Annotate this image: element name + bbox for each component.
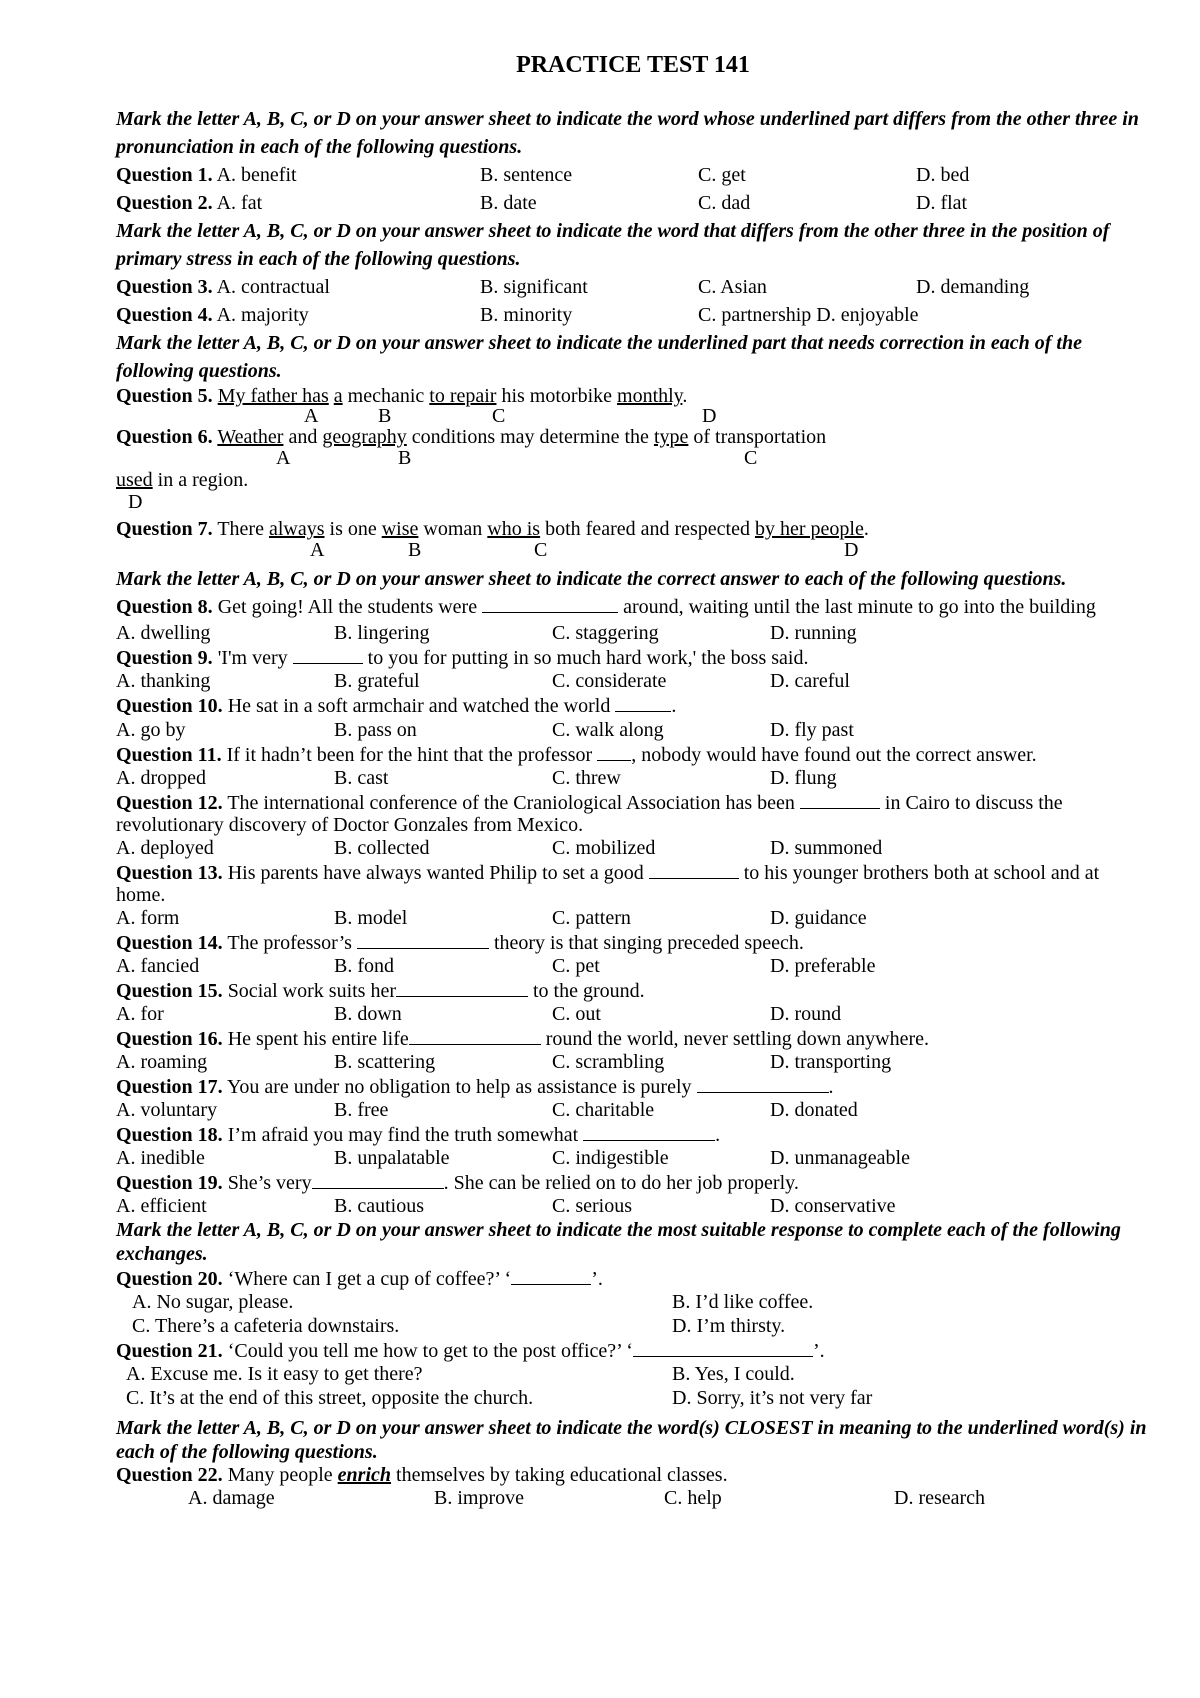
question-11-options: A. dropped B. cast C. threw D. flung <box>116 767 837 789</box>
question-5: Question 5. My father has a mechanic to repair his motorbike monthly. <box>116 385 688 407</box>
question-1: Question 1. A. benefit B. sentence C. get D. bed <box>116 164 970 186</box>
instruction-error: Mark the letter A, B, C, or D on your answer sheet to indicate the underlined part that needs correction in each of the following questions. <box>116 332 1082 382</box>
question-2: Question 2. A. fat B. date C. dad D. flat <box>116 192 968 214</box>
test-page <box>116 52 1150 1510</box>
instruction-correct-answer: Mark the letter A, B, C, or D on your answer sheet to indicate the correct answer to each of the following questions. <box>116 568 1067 590</box>
question-19: Question 19. She’s very . She can be relied on to do her job properly. <box>116 1172 799 1194</box>
question-7: Question 7. There always is one wise woman who is both feared and respected by her people. <box>116 518 869 540</box>
question-14-options: A. fancied B. fond C. pet D. preferable <box>116 955 876 977</box>
question-13-options: A. form B. model C. pattern D. guidance <box>116 907 867 929</box>
question-7-letters: A B C D <box>310 539 859 561</box>
question-19-options: A. efficient B. cautious C. serious D. conservative <box>116 1195 896 1217</box>
question-22: Question 22. Many people enrich themselves by taking educational classes. <box>116 1464 728 1486</box>
question-16: Question 16. He spent his entire life round the world, never settling down anywhere. <box>116 1028 929 1050</box>
question-12: Question 12. The international conference of the Craniological Association has been in Cairo to discuss the revolutionary discovery of Doctor Gonzales from Mexico. <box>116 792 1063 836</box>
question-21: Question 21. ‘Could you tell me how to get to the post office?’ ‘ ’. <box>116 1340 825 1362</box>
question-17: Question 17. You are under no obligation to help as assistance is purely . <box>116 1076 834 1098</box>
question-17-options: A. voluntary B. free C. charitable D. donated <box>116 1099 858 1121</box>
question-21-options-2: C. It’s at the end of this street, opposite the church. D. Sorry, it’s not very far <box>126 1387 873 1409</box>
question-8-options: A. dwelling B. lingering C. staggering D. running <box>116 622 857 644</box>
question-20: Question 20. ‘Where can I get a cup of coffee?’ ‘ ’. <box>116 1268 603 1290</box>
question-20-options-2: C. There’s a cafeteria downstairs. D. I’m thirsty. <box>132 1315 786 1337</box>
question-5-letters: A B C D <box>304 405 717 427</box>
question-20-options-1: A. No sugar, please. B. I’d like coffee. <box>132 1291 814 1313</box>
instruction-closest-meaning: Mark the letter A, B, C, or D on your answer sheet to indicate the word(s) CLOSEST in meaning to the underlined word(s) in each of the following questions. <box>116 1417 1147 1463</box>
page-title: PRACTICE TEST 141 <box>516 52 750 78</box>
instruction-stress: Mark the letter A, B, C, or D on your answer sheet to indicate the word that differs from the other three in the position of primary stress in each of the following questions. <box>116 220 1110 270</box>
question-8: Question 8. Get going! All the students were around, waiting until the last minute to go into the building <box>116 596 1096 618</box>
question-15-options: A. for B. down C. out D. round <box>116 1003 842 1025</box>
instruction-pronunciation: Mark the letter A, B, C, or D on your answer sheet to indicate the word whose underlined part differs from the other three in pronunciation in each of the following questions. <box>116 108 1139 158</box>
question-12-options: A. deployed B. collected C. mobilized D. summoned <box>116 837 883 859</box>
question-18: Question 18. I’m afraid you may find the truth somewhat . <box>116 1124 721 1146</box>
question-10-options: A. go by B. pass on C. walk along D. fly past <box>116 719 854 741</box>
question-21-options-1: A. Excuse me. Is it easy to get there? B. Yes, I could. <box>126 1363 795 1385</box>
question-3: Question 3. A. contractual B. significant C. Asian D. demanding <box>116 276 1030 298</box>
question-6-cont: used in a region. <box>116 469 249 491</box>
question-18-options: A. inedible B. unpalatable C. indigestible D. unmanageable <box>116 1147 910 1169</box>
question-16-options: A. roaming B. scattering C. scrambling D. transporting <box>116 1051 892 1073</box>
question-9-options: A. thanking B. grateful C. considerate D. careful <box>116 670 850 692</box>
question-4: Question 4. A. majority B. minority C. partnership D. enjoyable <box>116 304 919 326</box>
question-6-letters: A B C <box>276 447 758 469</box>
question-22-options: A. damage B. improve C. help D. research <box>188 1487 986 1509</box>
question-15: Question 15. Social work suits her to the ground. <box>116 980 645 1002</box>
question-6-letter-d: D <box>128 491 143 513</box>
question-6: Question 6. Weather and geography conditions may determine the type of transportation <box>116 426 827 448</box>
question-14: Question 14. The professor’s theory is that singing preceded speech. <box>116 932 804 954</box>
question-11: Question 11. If it hadn’t been for the hint that the professor , nobody would have found out the correct answer. <box>116 744 1037 766</box>
question-9: Question 9. 'I'm very to you for putting in so much hard work,' the boss said. <box>116 647 809 669</box>
question-10: Question 10. He sat in a soft armchair and watched the world . <box>116 695 677 717</box>
question-13: Question 13. His parents have always wanted Philip to set a good to his younger brothers both at school and at home. <box>116 862 1100 906</box>
instruction-exchanges: Mark the letter A, B, C, or D on your answer sheet to indicate the most suitable response to complete each of the following exchanges. <box>116 1219 1121 1265</box>
